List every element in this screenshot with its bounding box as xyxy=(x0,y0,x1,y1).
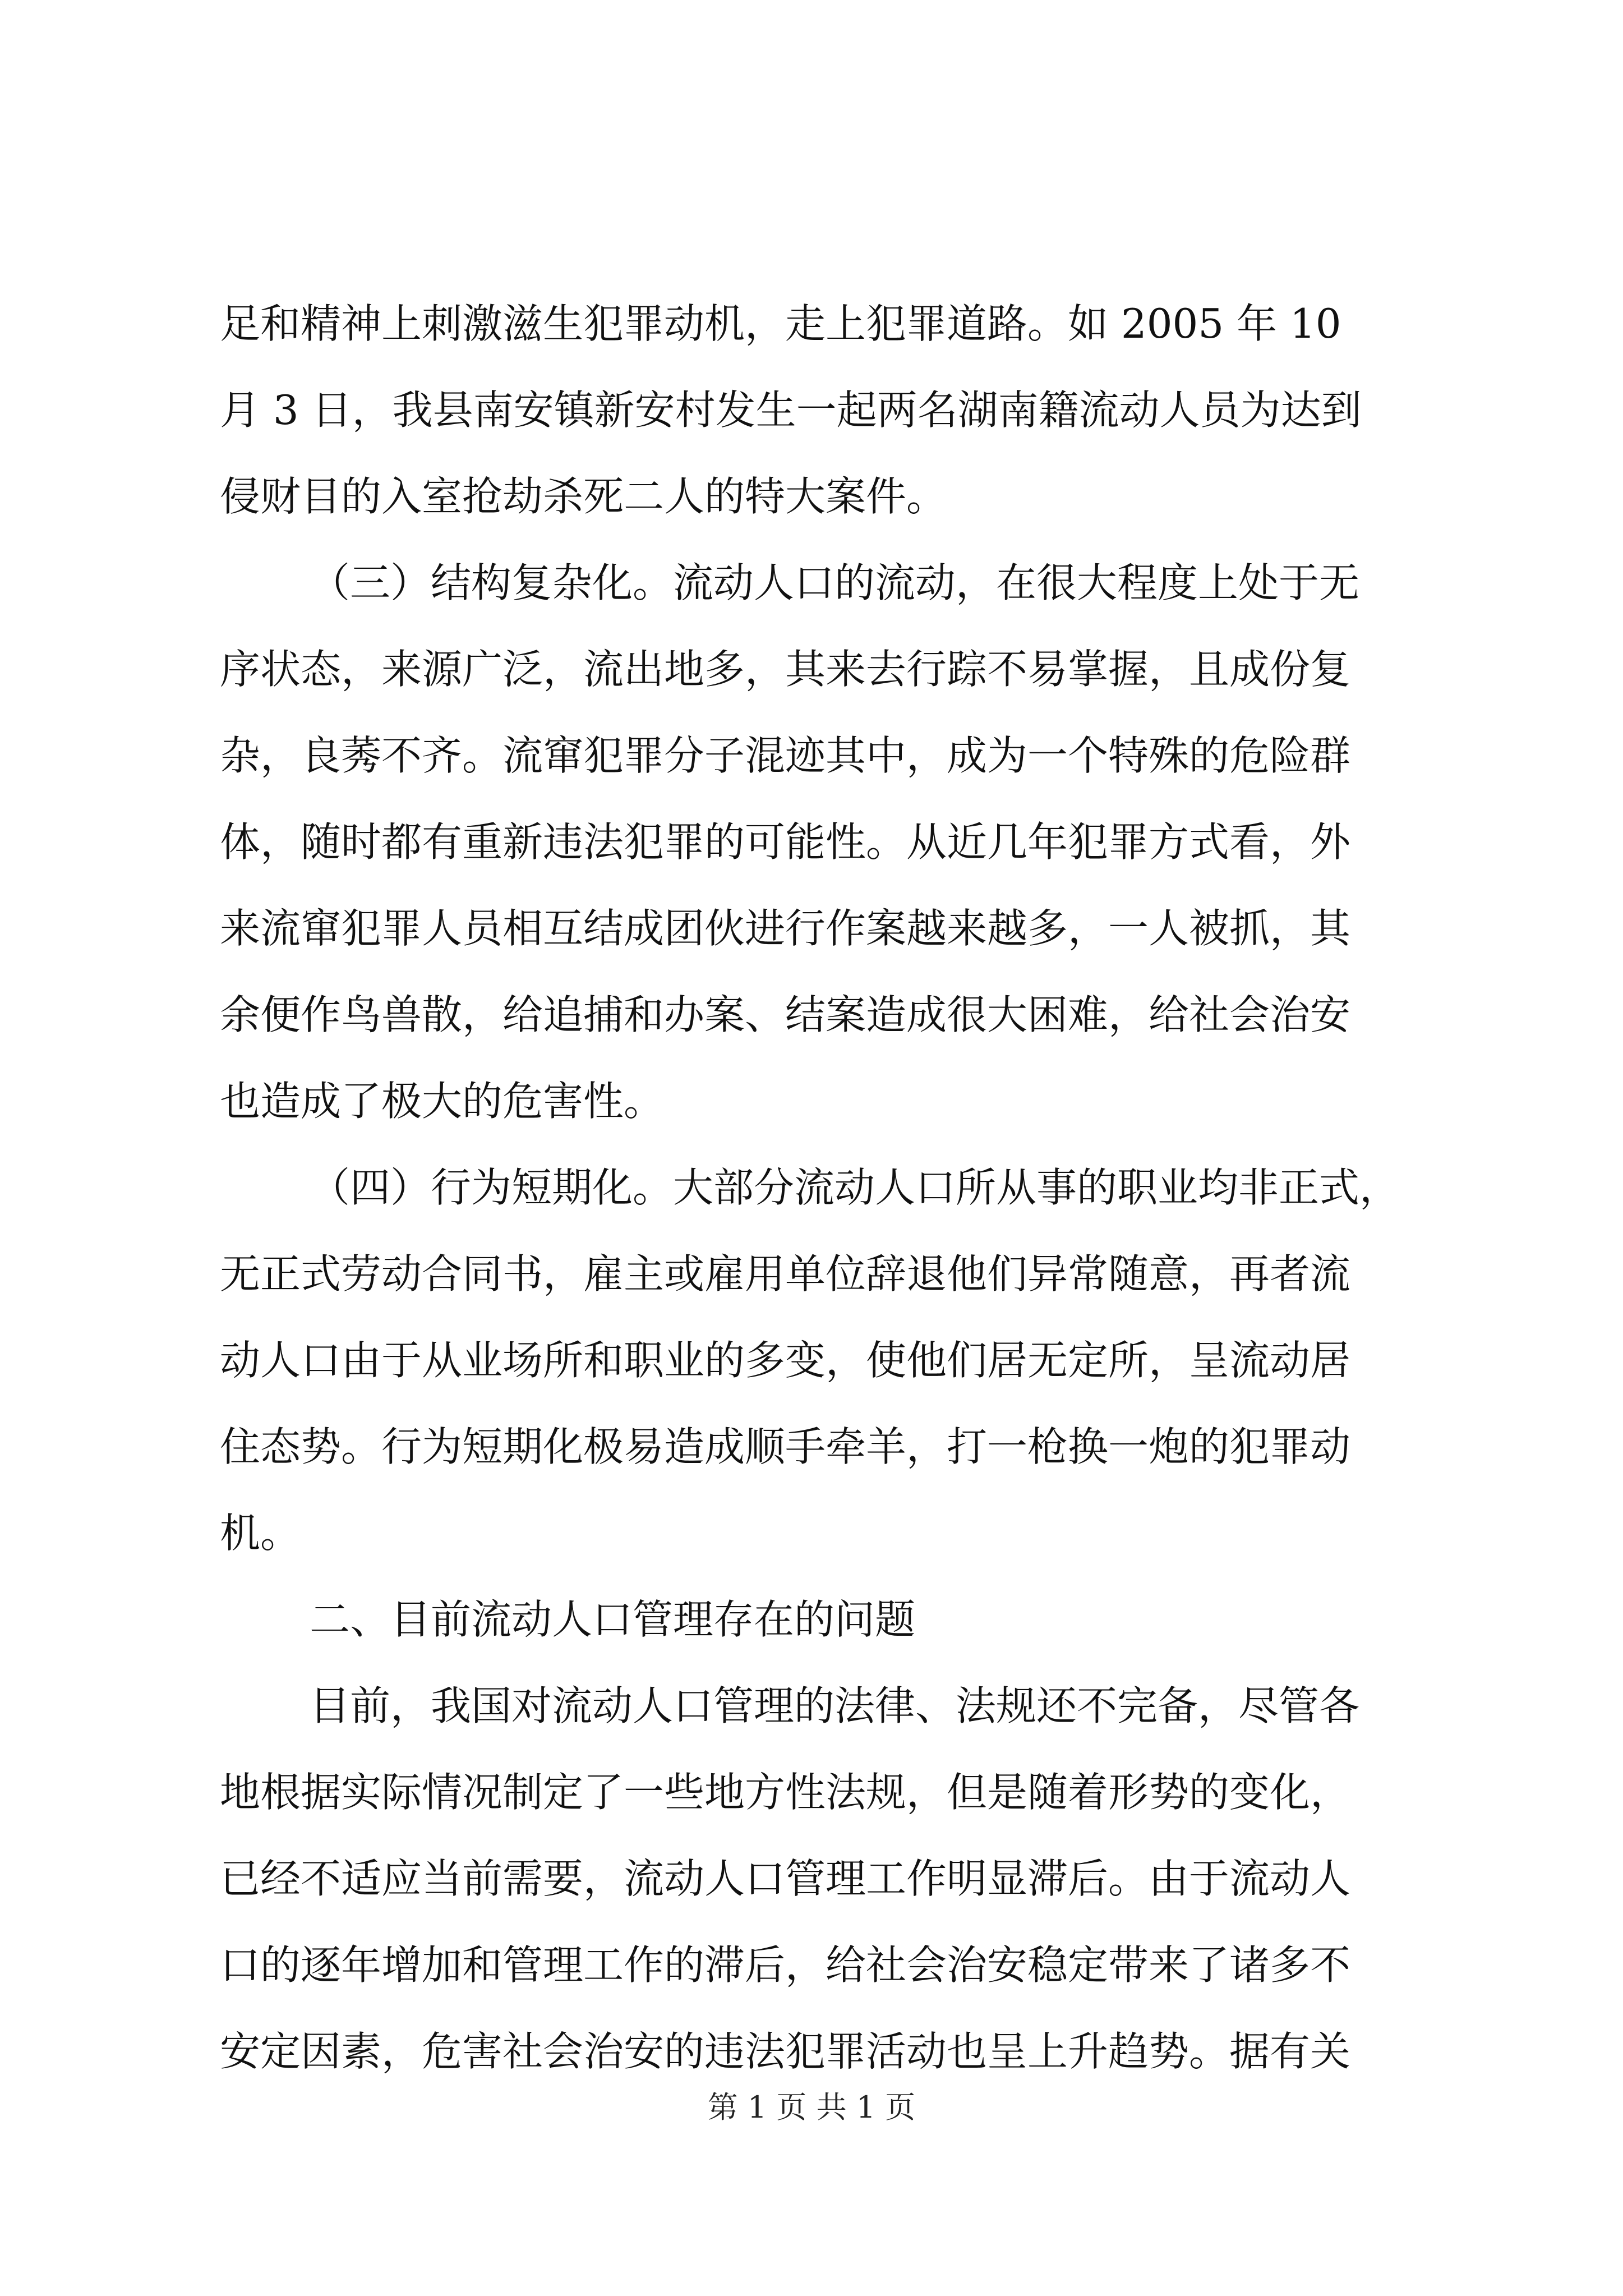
text-line: 地根据实际情况制定了一些地方性法规，但是随着形势的变化， xyxy=(220,1769,1351,1816)
text-line: 杂，良莠不齐。流窜犯罪分子混迹其中，成为一个特殊的危险群 xyxy=(220,732,1351,779)
text-line: 动人口由于从业场所和职业的多变，使他们居无定所，呈流动居 xyxy=(220,1337,1351,1384)
text-line: 无正式劳动合同书，雇主或雇用单位辞退他们异常随意，再者流 xyxy=(220,1250,1351,1297)
text-line: 来流窜犯罪人员相互结成团伙进行作案越来越多，一人被抓，其 xyxy=(220,905,1351,952)
text-line: 侵财目的入室抢劫杀死二人的特大案件。 xyxy=(220,473,947,520)
text-line: 口的逐年增加和管理工作的滞后，给社会治安稳定带来了诸多不 xyxy=(220,1941,1351,1989)
text-line: 机。 xyxy=(220,1510,301,1557)
text-line: 序状态，来源广泛，流出地多，其来去行踪不易掌握，且成份复 xyxy=(220,646,1351,693)
text-line: 安定因素，危害社会治安的违法犯罪活动也呈上升趋势。据有关 xyxy=(220,2028,1351,2075)
text-line: 余便作鸟兽散，给追捕和办案、结案造成很大困难，给社会治安 xyxy=(220,991,1351,1038)
text-line: 体，随时都有重新违法犯罪的可能性。从近几年犯罪方式看，外 xyxy=(220,818,1351,866)
text-line: 月 3 日，我县南安镇新安村发生一起两名湖南籍流动人员为达到 xyxy=(220,386,1362,434)
page-number-footer: 第 1 页 共 1 页 xyxy=(707,2090,916,2125)
text-line: 住态势。行为短期化极易造成顺手牵羊，打一枪换一炮的犯罪动 xyxy=(220,1423,1351,1470)
document-body xyxy=(220,280,1403,2095)
text-line: 足和精神上刺激滋生犯罪动机，走上犯罪道路。如 2005 年 10 xyxy=(220,300,1341,347)
section-heading-line: （四）行为短期化。大部分流动人口所从事的职业均非正式， xyxy=(310,1164,1400,1211)
section-heading-line: （三）结构复杂化。流动人口的流动，在很大程度上处于无 xyxy=(310,559,1360,606)
paragraph-start-line: 目前，我国对流动人口管理的法律、法规还不完备，尽管各 xyxy=(310,1682,1360,1729)
text-line: 也造成了极大的危害性。 xyxy=(220,1078,665,1125)
text-line: 已经不适应当前需要，流动人口管理工作明显滞后。由于流动人 xyxy=(220,1855,1351,1902)
section-heading: 二、目前流动人口管理存在的问题 xyxy=(310,1596,916,1643)
